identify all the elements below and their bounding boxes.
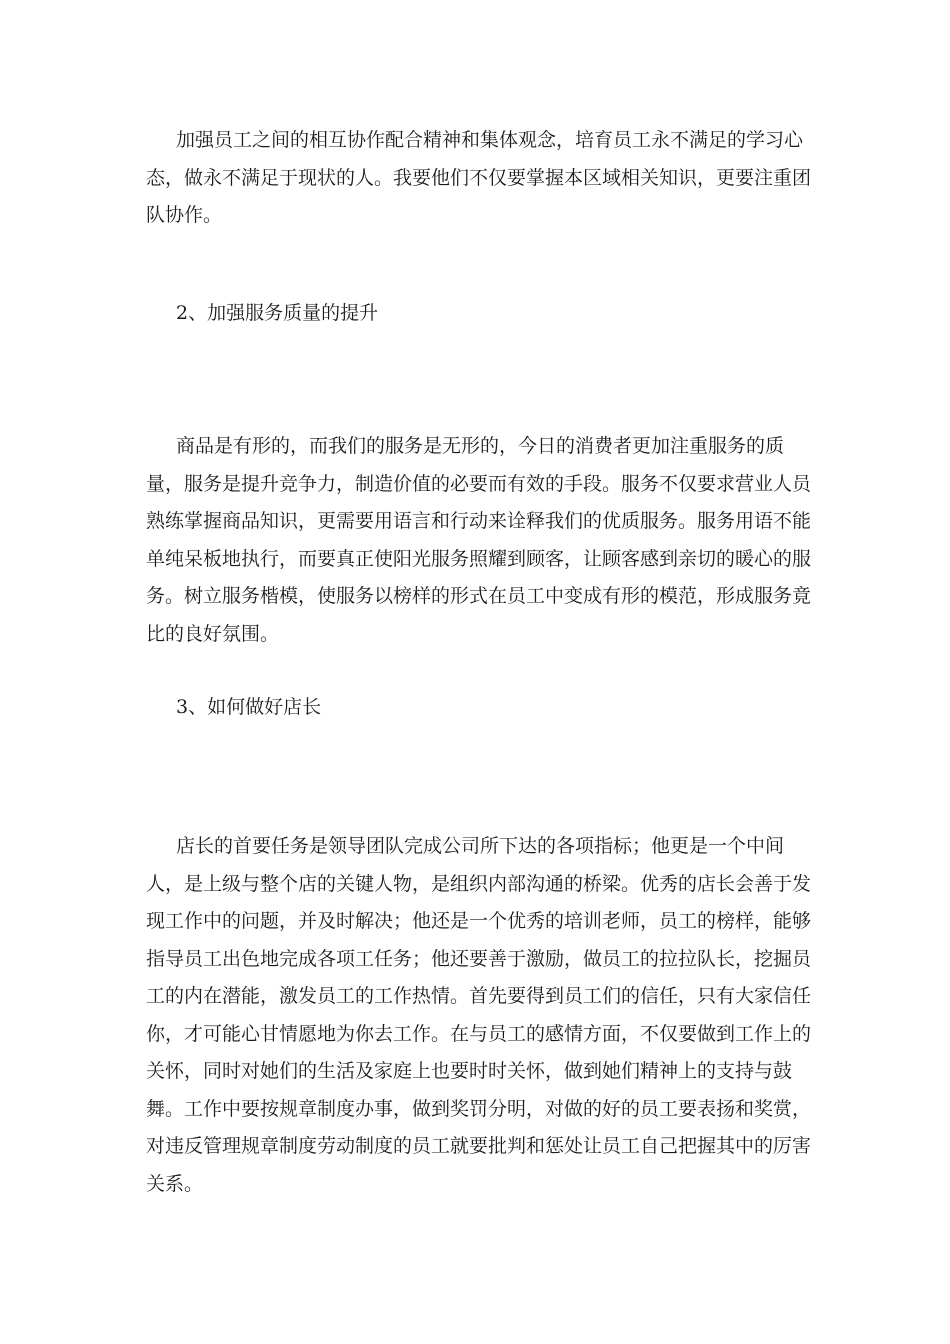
section-heading-service-quality: 2、加强服务质量的提升 xyxy=(176,302,379,324)
paragraph-store-manager: 店长的首要任务是领导团队完成公司所下达的各项指标；他更是一个中间人，是上级与整个店的关键人物，是组织内部沟通的桥梁。优秀的店长会善于发现工作中的问题，并及时解决；他还是一个优秀的培训老师，员工的榜样，能够指导员工出色地完成各项工任务；他还要善于激励，做员工的拉拉队长，挖掘员工的内在潜能，激发员工的工作热情。首先要得到员工们的信任，只有大家信任你，才可能心甘情愿地为你去工作。在与员工的感情方面，不仅要做到工作上的关怀，同时对她们的生活及家庭上也要时时关怀，做到她们精神上的支持与鼓舞。工作中要按规章制度办事，做到奖罚分明，对做的好的员工要表扬和奖赏，对违反管理规章制度劳动制度的员工就要批判和惩处让员工自己把握其中的厉害关系。 xyxy=(146,835,812,1195)
section-heading-store-manager: 3、如何做好店长 xyxy=(176,696,322,718)
paragraph-teamwork: 加强员工之间的相互协作配合精神和集体观念，培育员工永不满足的学习心态，做永不满足于现状的人。我要他们不仅要掌握本区域相关知识，更要注重团队协作。 xyxy=(146,129,812,226)
paragraph-service-quality: 商品是有形的，而我们的服务是无形的，今日的消费者更加注重服务的质量，服务是提升竞争力，制造价值的必要而有效的手段。服务不仅要求营业人员熟练掌握商品知识，更需要用语言和行动来诠释我们的优质服务。服务用语不能单纯呆板地执行，而要真正使阳光服务照耀到顾客，让顾客感到亲切的暖心的服务。树立服务楷模，使服务以榜样的形式在员工中变成有形的模范，形成服务竟比的良好氛围。 xyxy=(146,435,812,645)
